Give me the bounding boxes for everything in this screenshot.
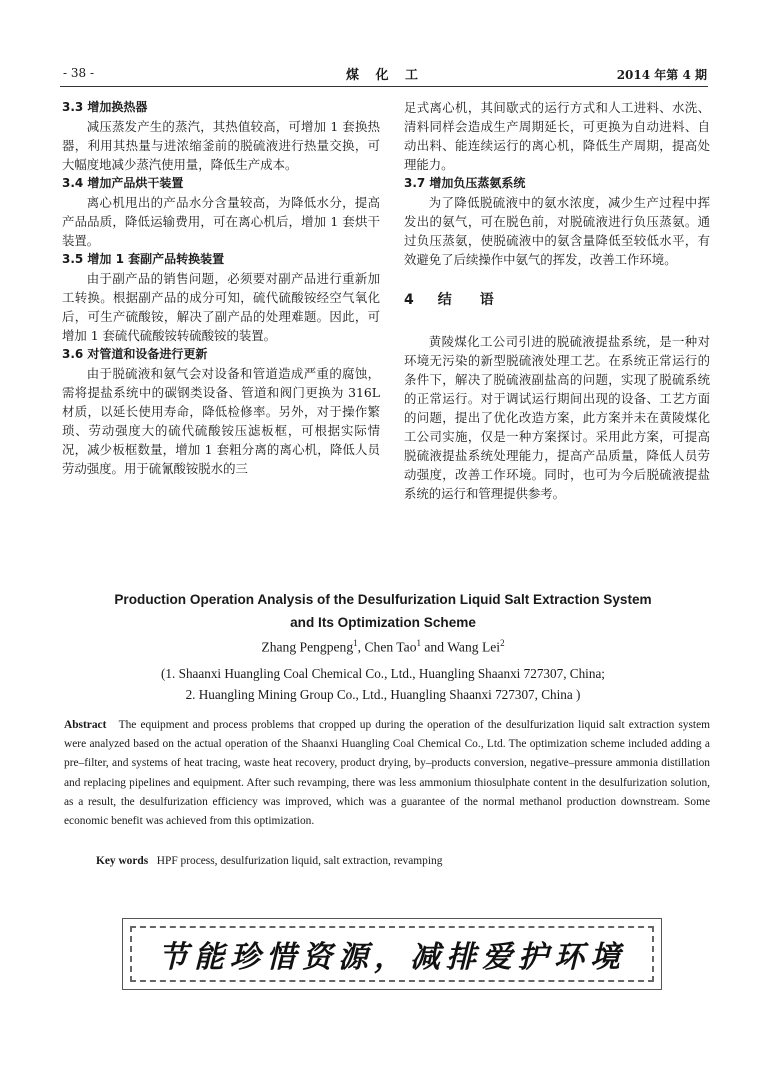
page-header [63,64,707,84]
section-3-3-heading: 3.3 增加换热器 [62,100,148,114]
slogan-banner [122,918,662,990]
banner-slogan: 节能珍惜资源，减排爱护环境 [158,940,626,975]
keywords-text: HPF process, desulfurization liquid, salt extraction, revamping [156,855,443,867]
section-3-6-heading: 3.6 对管道和设备进行更新 [62,347,208,361]
section-3-7-heading: 3.7 增加负压蒸氨系统 [404,176,526,190]
author-3: Wang Lei [447,639,501,655]
journal-name: 煤 化 工 [345,68,425,83]
section-3-3-text: 减压蒸发产生的蒸汽，其热值较高，可增加 1 套换热器，利用其热量与进浓缩釜前的脱硫液进行热量交换，可大幅度地减少蒸汽使用量，降低生产成本。 [62,119,380,172]
section-3-7-text: 为了降低脱硫液中的氨水浓度，减少生产过程中挥发出的氨气，可在脱色前，对脱硫液进行负压蒸氨。通过负压蒸氨，使脱硫液中的氨含量降低至较低水平，有效避免了后续操作中氨气的挥发，改善工作环境。 [404,195,710,267]
author-3-affiliation-mark: 2 [500,638,505,648]
author-2: Chen Tao [364,639,417,655]
affiliations [60,663,706,705]
abstract-text: The equipment and process problems that cropped up during the operation of the desulfurization liquid salt extraction system were analyzed based on the actual operation of the Shaanxi Huangling Coal Chemical Co., Ltd. The optimization scheme included adding a pre–filter, and systems of heat tracing, waste heat recovery, product drying, by–products conversion, negative–pressure ammonia distillation and replacing pipelines and equipment. After such revamping, there was less ammonium thiosulphate content in the desulfurization solution, as a result, the desulfurization efficiency was improved, which was a guarantee of the normal methanol production downstream. Some economic benefit was achieved from this optimization. [64,719,710,828]
conclusion-heading [404,291,710,310]
section-3-6-continued: 足式离心机，其间歇式的运行方式和人工进料、水洗、清料同样会造成生产周期延长，可更换为自动进料、自动出料、能连续运行的离心机，降低生产周期，提高处理能力。 [404,100,710,172]
english-abstract [64,716,710,831]
english-keywords [96,855,696,867]
page-number: - 38 - [63,66,95,80]
english-title [90,588,676,634]
author-1: Zhang Pengpeng [261,639,354,655]
author-separator: , [357,639,365,655]
author-list [90,638,676,656]
left-column [62,98,380,478]
conclusion-text: 黄陵煤化工公司引进的脱硫液提盐系统，是一种对环境无污染的新型脱硫液处理工艺。在系统正常运行的条件下，解决了脱硫液副盐高的问题，实现了脱硫系统的正常运行。对于调试运行期间出现的设备、工艺方面的问题，提出了优化改造方案，此方案并未在黄陵煤化工公司实施，仅是一种方案探讨。采用此方案，可提高脱硫液提盐系统处理能力，提高产品质量，降低人员劳动强度，改善工作环境。同时，也可为今后脱硫液提盐系统的运行和管理提供参考。 [404,334,710,501]
english-title-line-2: and Its Optimization Scheme [290,615,476,630]
section-3-6-text: 由于脱硫液和氨气会对设备和管道造成严重的腐蚀，需将提盐系统中的碳钢类设备、管道和阀门更换为 316L 材质，以延长使用寿命，降低检修率。另外，对于操作繁琐、劳动强度大的硫代硫酸铵压滤板框，可根据实际情况，减少板框数量，增加 1 套粗分离的离心机，降低人员劳动强度。用于硫氰酸铵脱水的三 [62,366,380,476]
section-3-4-text: 离心机甩出的产品水分含量较高，为降低水分，提高产品品质，降低运输费用，可在离心机后，增加 1 套烘干装置。 [62,195,380,248]
keywords-label: Key words [96,855,149,867]
section-3-5-heading: 3.5 增加 1 套副产品转换装置 [62,252,225,266]
abstract-label: Abstract [64,719,107,731]
right-column [404,98,710,503]
conclusion-number: 4 [404,292,414,308]
english-title-line-1: Production Operation Analysis of the Desulfurization Liquid Salt Extraction System [114,592,652,607]
author-separator: and [421,639,448,655]
author-2-affiliation-mark: 1 [416,638,421,648]
affiliation-1: (1. Shaanxi Huangling Coal Chemical Co., Ltd., Huangling Shaanxi 727307, China; [161,666,605,681]
header-rule [60,86,708,87]
section-3-5-text: 由于副产品的销售问题，必须要对副产品进行重新加工转换。根据副产品的成分可知，硫代硫酸铵经空气氧化后，可生产硫酸铵，解决了副产品的处理难题。因此，可增加 1 套硫代硫酸铵转硫酸铵的装置。 [62,271,380,343]
author-1-affiliation-mark: 1 [353,638,358,648]
journal-issue: 2014 年第 4 期 [616,68,707,82]
affiliation-2: 2. Huangling Mining Group Co., Ltd., Huangling Shaanxi 727307, China ) [185,687,581,702]
conclusion-title: 结语 [437,292,522,308]
section-3-4-heading: 3.4 增加产品烘干装置 [62,176,184,190]
